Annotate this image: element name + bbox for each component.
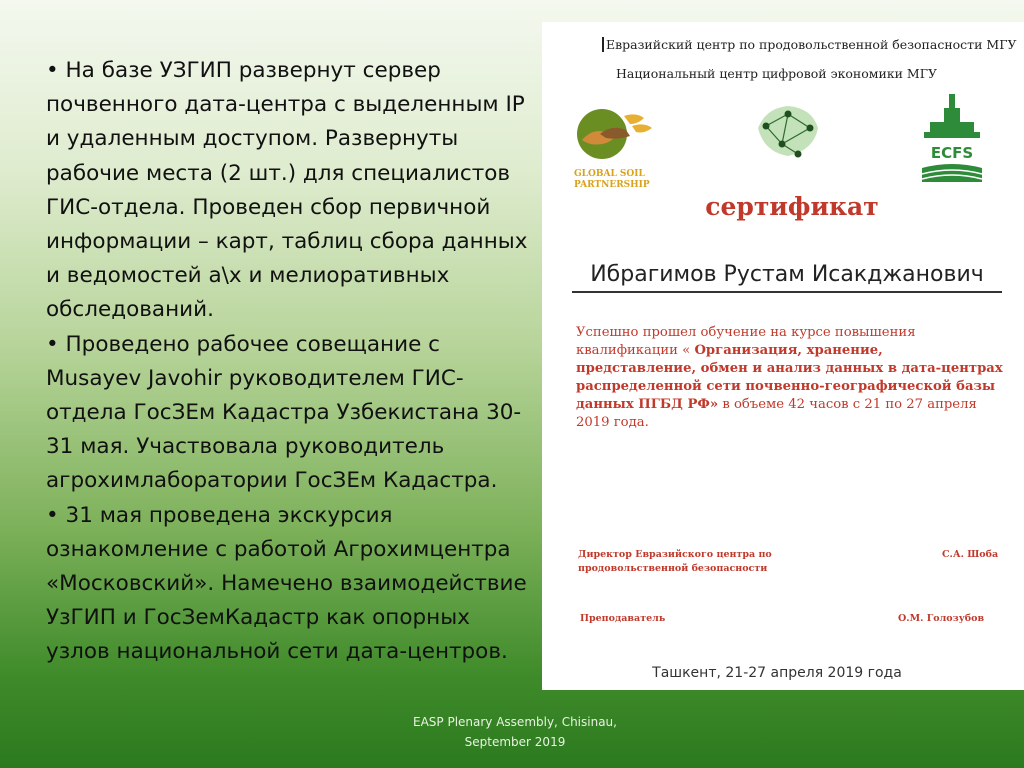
ecfs-logo — [920, 92, 984, 184]
footer-line: September 2019 — [464, 735, 566, 749]
signer-name: С.А. Шоба — [942, 549, 999, 560]
signer-title: Директор Евразийского центра по продовольственной безопасности — [578, 549, 772, 574]
certificate-body — [576, 324, 1006, 432]
ecfs-logo-text: ECFS — [930, 144, 974, 162]
recipient-name: Ибрагимов Рустам Исакджанович — [590, 262, 984, 287]
bullet-item: • На базе УЗГИП развернут сервер почвенного дата-центра с выделенным IP и удаленным доступом. Развернуты рабочие места (2 шт.) для специалистов ГИС-отдела. Проведен сбор первичной информации – карт, таблиц сбора данных и ведомостей а\х и мелиоративных обследований. — [46, 58, 528, 323]
body-text: в объеме 42 часов с 21 по 27 апреля 2019 года. — [576, 397, 977, 430]
slide-footer — [390, 712, 640, 752]
course-title: Организация, хранение, представление, обмен и анализ данных в дата-центрах распределенной сети почвенно-географической базы данных ПГБД РФ» — [576, 343, 1003, 412]
global-soil-partnership-logo — [572, 106, 662, 192]
footer-line: EASP Plenary Assembly, Chisinau, — [413, 715, 617, 729]
signer-title: Преподаватель — [580, 613, 666, 624]
signer-name: О.М. Голозубов — [898, 613, 985, 624]
gsp-logo-text: GLOBAL SOIL — [574, 169, 645, 179]
certificate-org-line: Евразийский центр по продовольственной безопасности МГУ — [602, 37, 1017, 52]
place-date: Ташкент, 21-27 апреля 2019 года — [652, 665, 902, 681]
network-map-logo — [752, 98, 824, 168]
bullet-item: • Проведено рабочее совещание с Musayev Javohir руководителем ГИС-отдела ГосЗЕм Кадастра Узбекистана 30-31 мая. Участвовала руководитель агрохимлаборатории ГосЗЕм Кадастра. — [46, 331, 522, 494]
bullet-item: • 31 мая проведена экскурсия ознакомление с работой Агрохимцентра «Московский». Намечено взаимодействие УзГИП и ГосЗемКадастр как опорных узлов национальной сети дата-центров. — [46, 502, 527, 665]
certificate-title: сертификат — [705, 192, 879, 221]
body-text: Успешно прошел обучение на курсе повышения квалификации « — [576, 325, 916, 358]
name-underline — [572, 291, 1002, 293]
gsp-logo-text: PARTNERSHIP — [574, 180, 650, 190]
certificate-image — [542, 22, 1024, 690]
certificate-org-line: Национальный центр цифровой экономики МГУ — [616, 66, 938, 81]
bullet-list — [46, 54, 536, 670]
